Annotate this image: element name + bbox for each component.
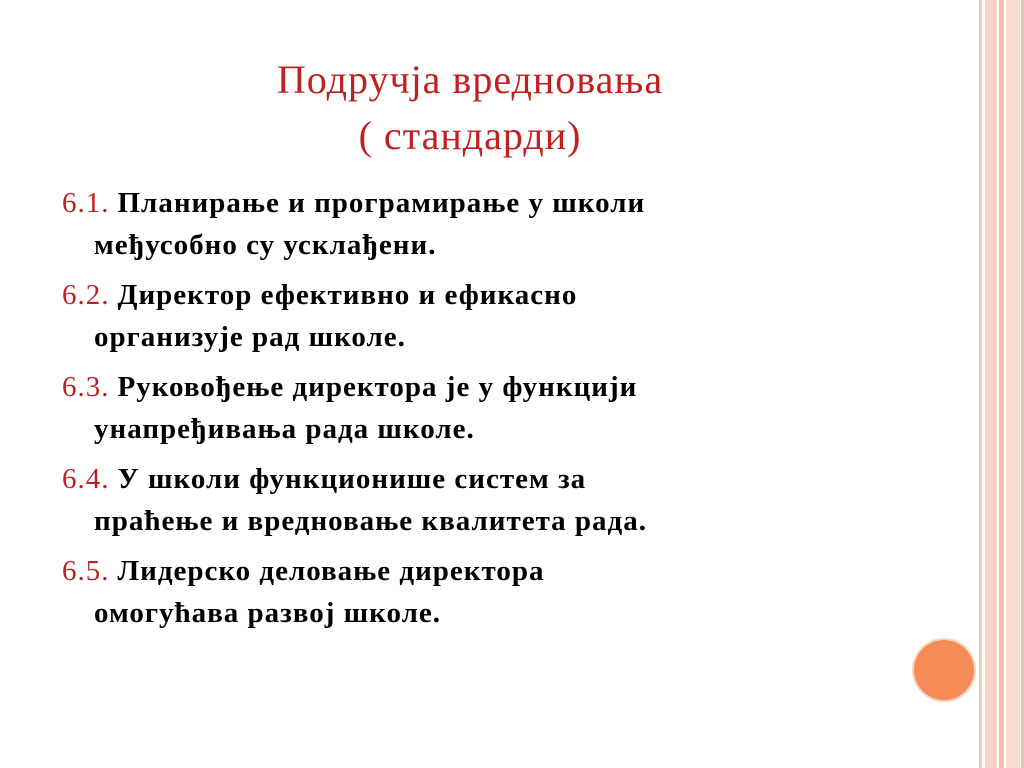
decorative-stripe [999, 0, 1004, 768]
title-line-2: ( стандарди) [358, 113, 582, 158]
item-text: Планирање и програмирање у школи [117, 187, 646, 219]
item-number: 6.1. [62, 187, 110, 219]
item-text: Директор ефективно и ефикасно [117, 279, 578, 311]
title-line-1: Подручја вредновања [276, 57, 664, 102]
item-text-continued: организује рад школе. [94, 321, 406, 353]
list-item [62, 182, 902, 266]
item-text: Лидерско деловање директора [117, 555, 545, 587]
item-text-continued: праћење и вредновање квалитета рада. [94, 505, 647, 537]
decorative-stripe [1006, 0, 1020, 768]
item-number: 6.3. [62, 371, 110, 403]
item-text-continued: унапређивања рада школе. [94, 413, 475, 445]
list-item [62, 366, 902, 450]
list-item [62, 274, 902, 358]
standards-list [62, 182, 902, 642]
item-number: 6.4. [62, 463, 110, 495]
item-text-continued: омогућава развој школе. [94, 597, 441, 629]
list-item [62, 550, 902, 634]
list-item [62, 458, 902, 542]
item-number: 6.5. [62, 555, 110, 587]
item-text-continued: међусобно су усклађени. [94, 229, 437, 261]
item-text: У школи функционише систем за [117, 463, 587, 495]
slide-title [100, 52, 840, 164]
decorative-stripe [985, 0, 997, 768]
decorative-stripe [979, 0, 982, 768]
decorative-circle [914, 640, 974, 700]
item-text: Руковођење директора је у функцији [117, 371, 638, 403]
item-number: 6.2. [62, 279, 110, 311]
